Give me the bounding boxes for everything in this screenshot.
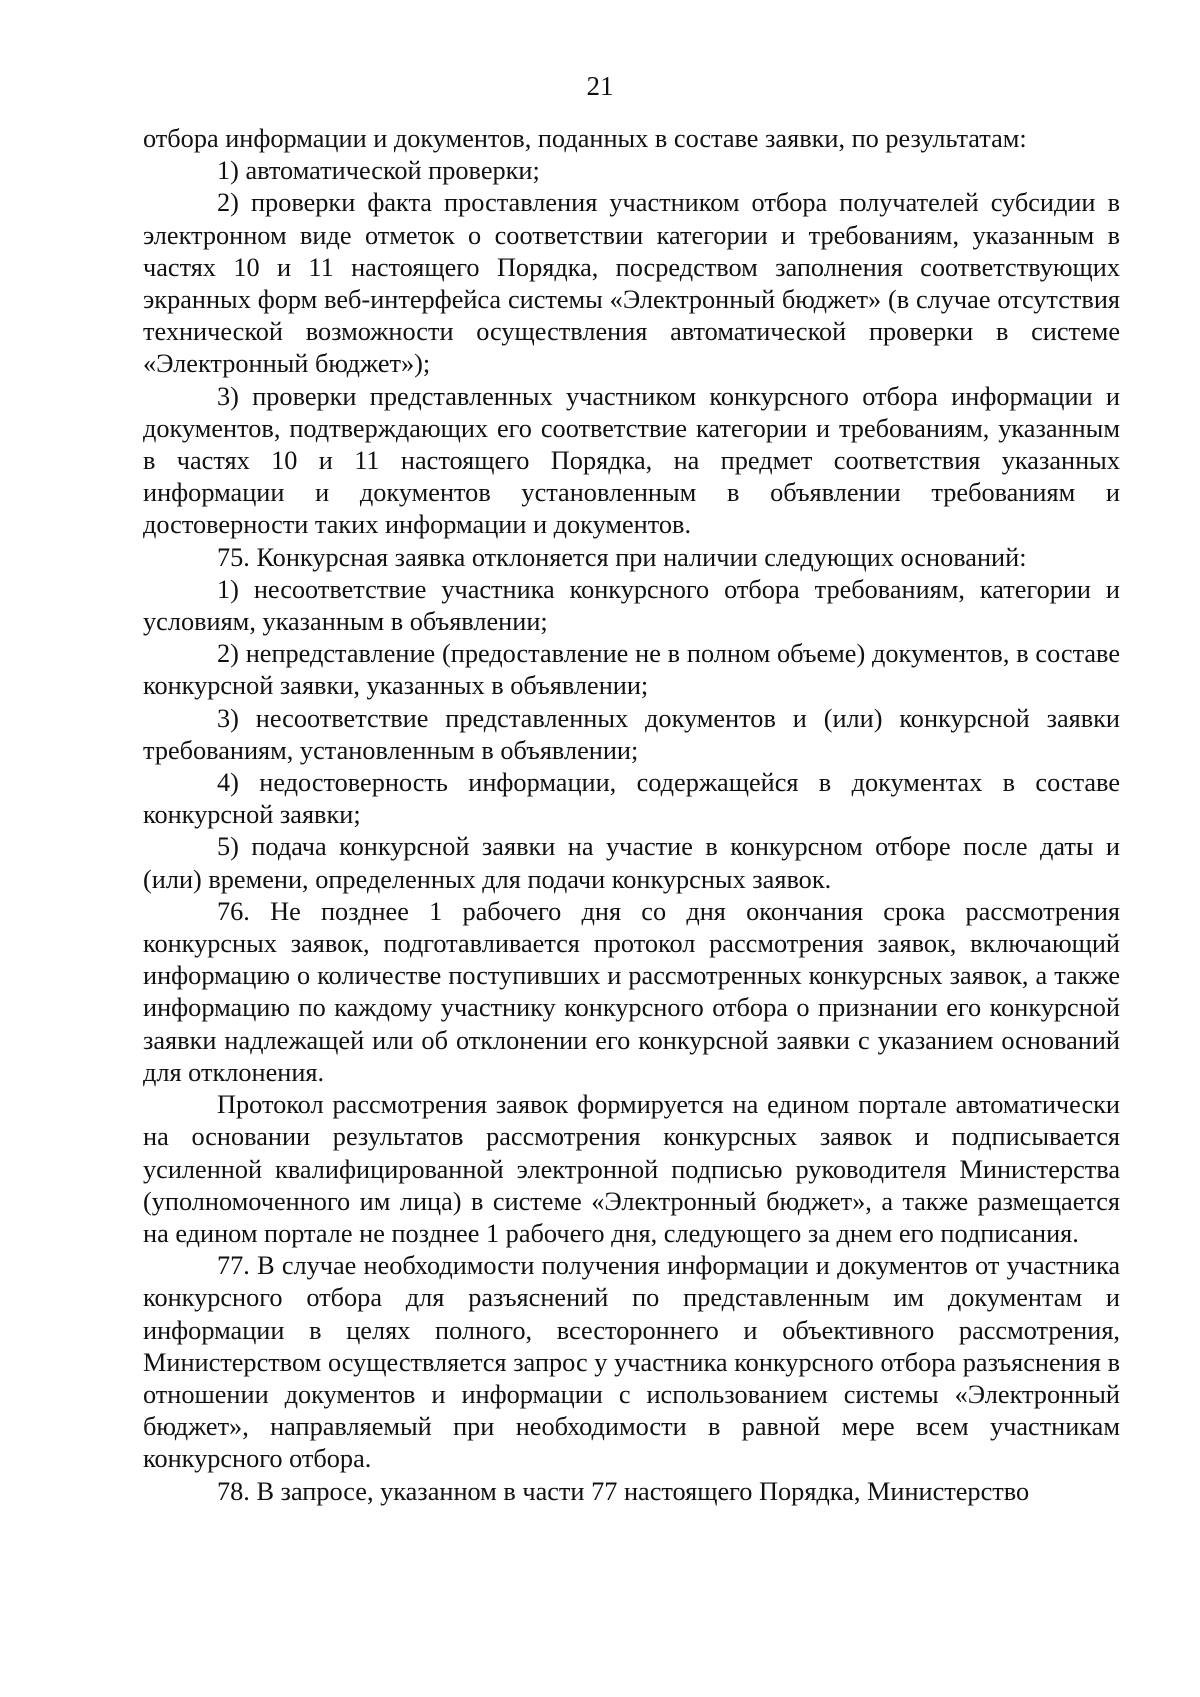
paragraph-continuation: отбора информации и документов, поданных в составе заявки, по результатам: — [143, 124, 1027, 153]
clause-76: 76. Не позднее 1 рабочего дня со дня окончания срока рассмотрения конкурсных заявок, подготавливается протокол рассмотрения заявок, включающий информацию о количестве поступивших и рассмотренных конкурсных заявок, а также информацию по каждому участнику конкурсного отбора о признании его конкурсной заявки надлежащей или об отклонении его конкурсной заявки с указанием оснований для отклонения. — [143, 896, 1120, 1087]
list-item-documents-check: 3) проверки представленных участником конкурсного отбора информации и документов, подтверждающих его соответствие категории и требованиям, указанным в частях 10 и 11 настоящего Порядка, на предмет соответствия указанных информации и документов установленным в объявлении требованиям и достоверности таких информации и документов. — [143, 381, 1120, 540]
clause-75-item-1: 1) несоответствие участника конкурсного отбора требованиям, категории и условиям, указанным в объявлении; — [143, 574, 1120, 637]
page-number: 21 — [586, 71, 614, 101]
clause-75-item-4: 4) недостоверность информации, содержащейся в документах в составе конкурсной заявки; — [143, 768, 1120, 830]
clause-75: 75. Конкурсная заявка отклоняется при наличии следующих оснований: — [217, 542, 1027, 572]
clause-75-item-3: 3) несоответствие представленных документов и (или) конкурсной заявки требованиям, установленным в объявлении; — [143, 703, 1120, 765]
clause-75-item-5: 5) подача конкурсной заявки на участие в конкурсном отборе после даты и (или) времени, определенных для подачи конкурсных заявок. — [143, 832, 1120, 894]
clause-75-item-2: 2) непредставление (предоставление не в полном объеме) документов, в составе конкурсной заявки, указанных в объявлении; — [143, 639, 1120, 701]
clause-76-protocol: Протокол рассмотрения заявок формируется на едином портале автоматически на основании результатов рассмотрения конкурсных заявок и подписывается усиленной квалифицированной электронной подписью руководителя Министерства (уполномоченного им лица) в системе «Электронный бюджет», а также размещается на едином портале не позднее 1 рабочего дня, следующего за днем его подписания. — [143, 1090, 1120, 1248]
list-item-automatic-check: 1) автоматической проверки; — [217, 156, 540, 186]
clause-77: 77. В случае необходимости получения информации и документов от участника конкурсного отбора для разъяснений по представленным им документам и информации в целях полного, всестороннего и объективного рассмотрения, Министерством осуществляется запрос у участника конкурсного отбора разъяснения в отношении документов и информации с использованием системы «Электронный бюджет», направляемый при необходимости в равной мере всем участникам конкурсного отбора. — [143, 1251, 1120, 1474]
clause-78: 78. В запросе, указанном в части 77 настоящего Порядка, Министерство — [217, 1476, 1030, 1506]
list-item-marks-check: 2) проверки факта проставления участником отбора получателей субсидии в электронном виде отметок о соответствии категории и требованиям, указанным в частях 10 и 11 настоящего Порядка, посредством заполнения соответствующих экранных форм веб-интерфейса системы «Электронный бюджет» (в случае отсутствия технической возможности осуществления автоматической проверки в системе «Электронный бюджет»); — [143, 188, 1120, 379]
document-body — [143, 123, 1120, 1508]
